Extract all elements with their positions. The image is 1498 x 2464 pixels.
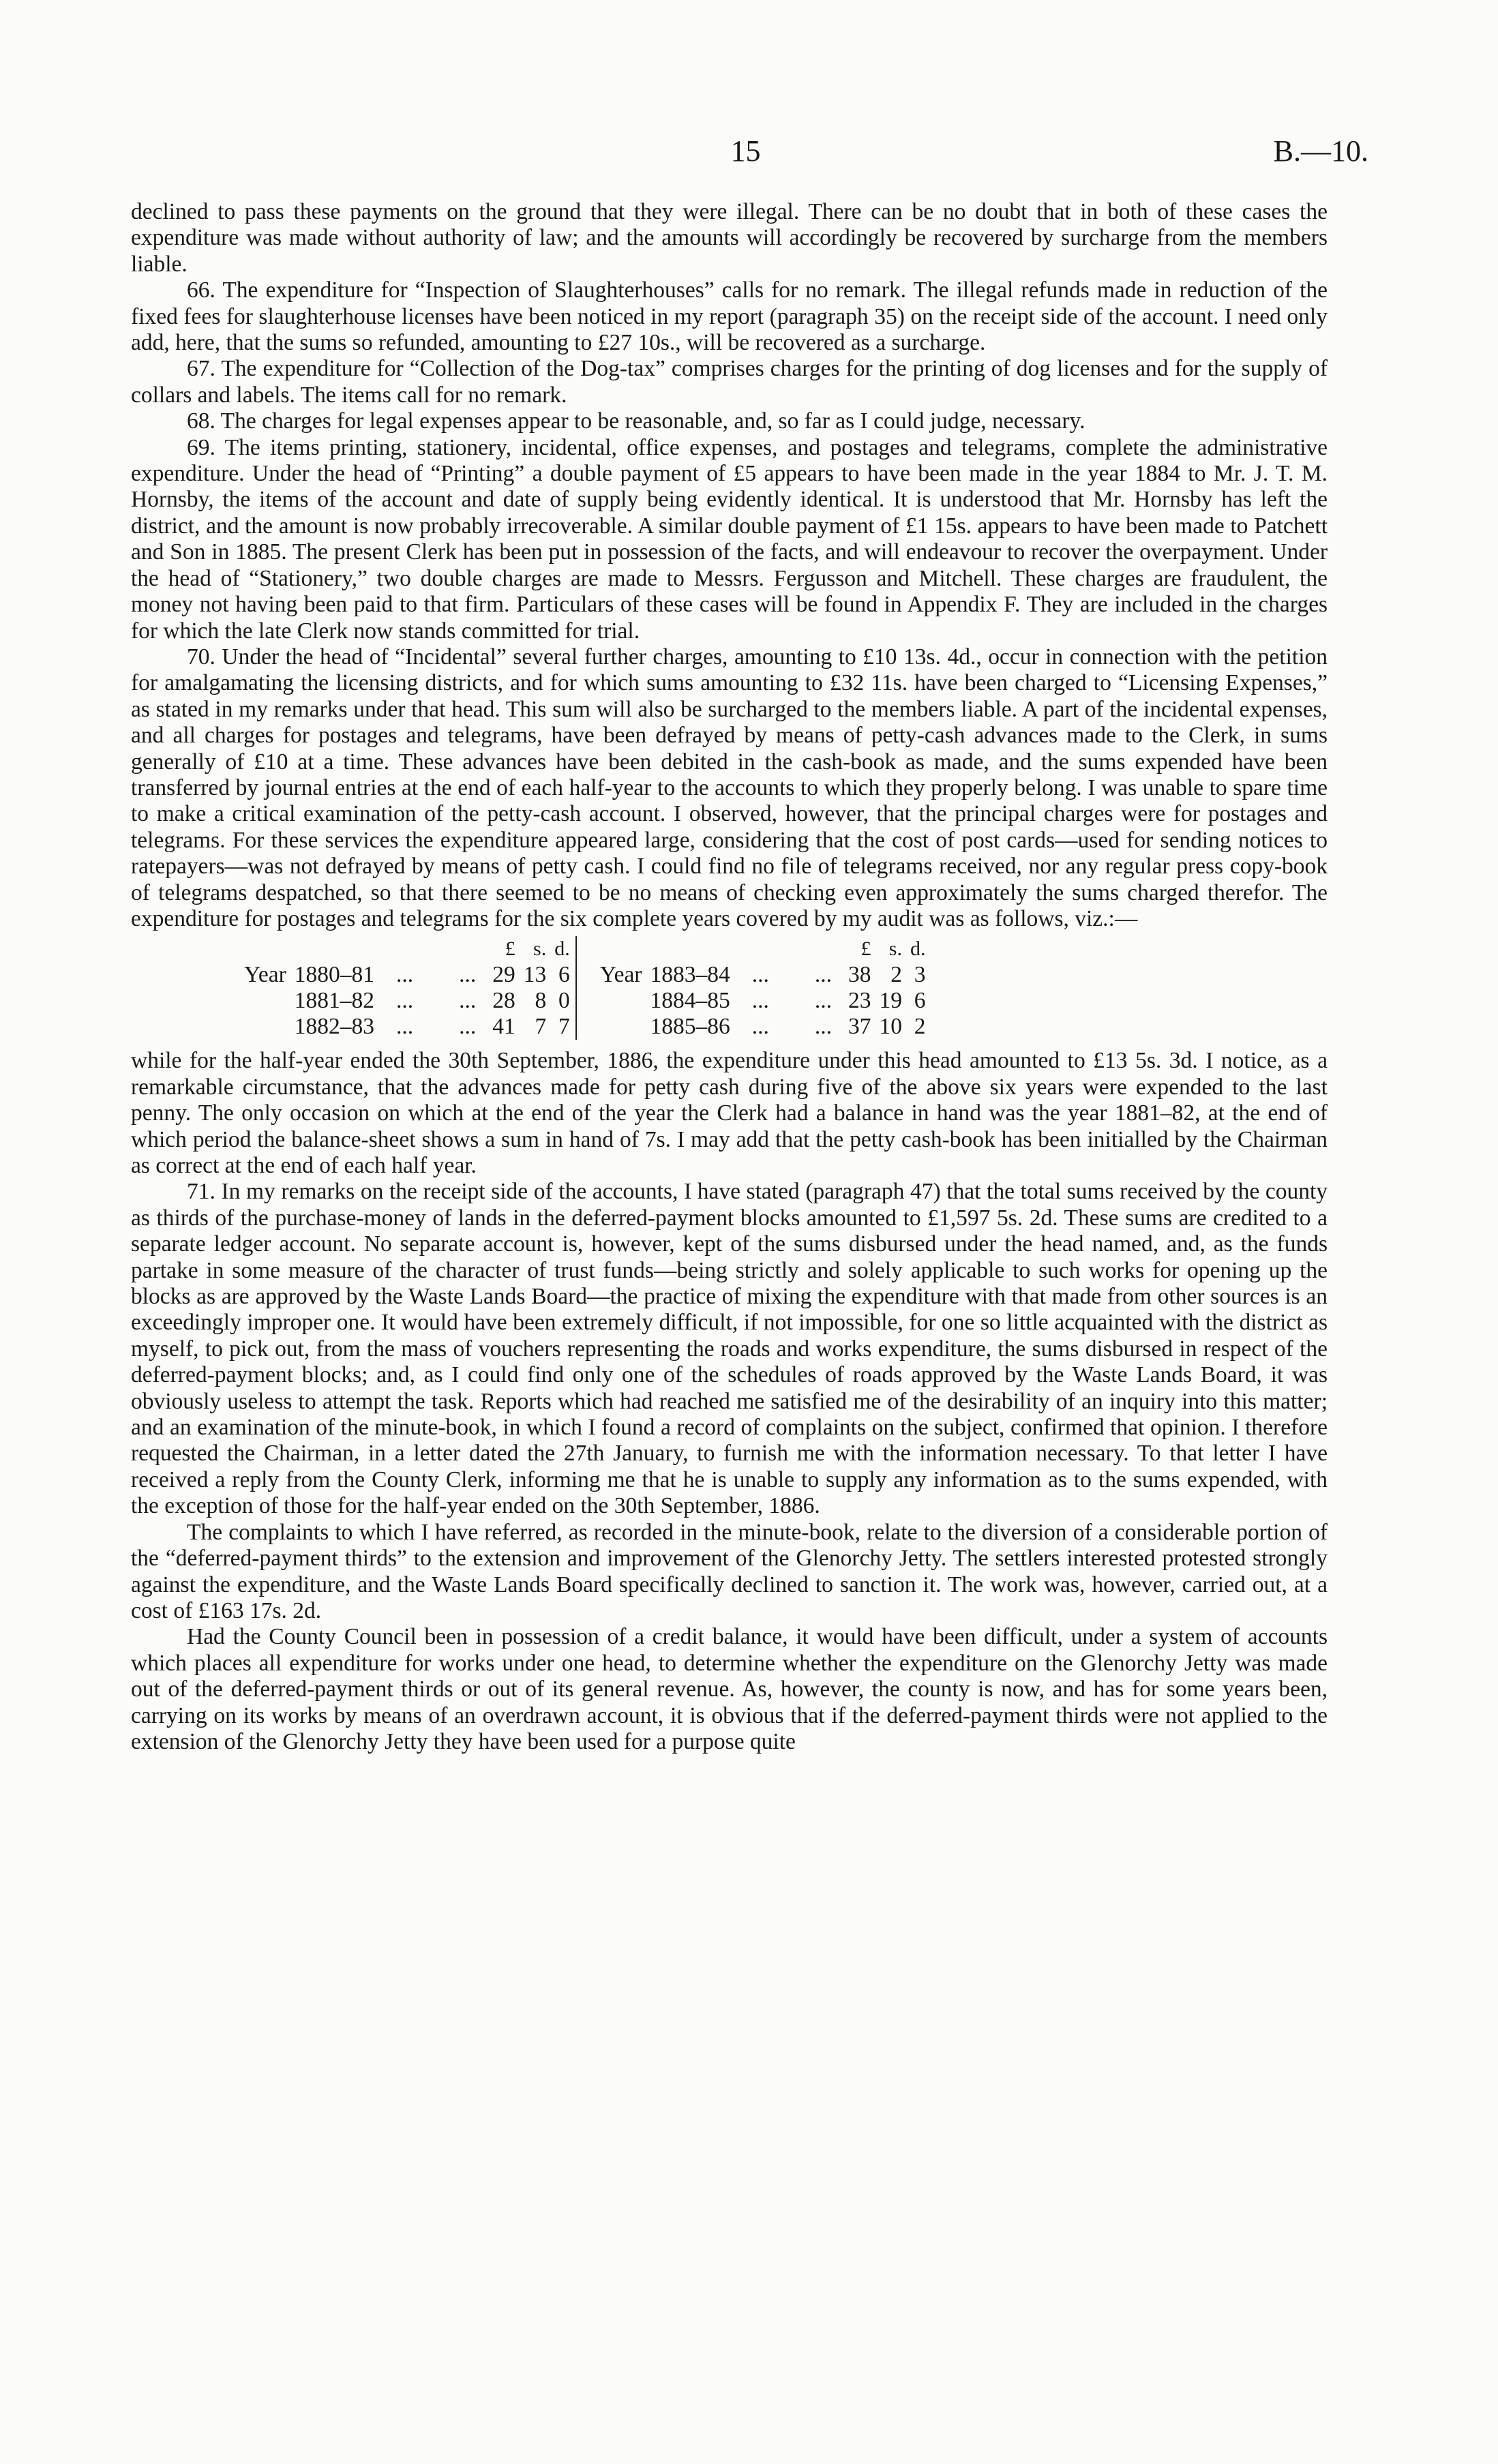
pence-cell: 2 — [914, 1014, 926, 1040]
paragraph-credit-balance: Had the County Council been in possession of a credit balance, it would have been difficult, under a system of accounts which places all expenditure for works under one head, to determine whether the expenditure on the Glenorchy Jetty was made out of the deferred-payment thirds or out of its general revenue. As, however, the county is now, and has for some years been, carrying on its works by means of an overdrawn account, it is obvious that if the deferred-payment thirds were not applied to the extension of the Glenorchy Jetty they have been used for a purpose quite — [131, 1624, 1328, 1754]
page-header — [123, 134, 1368, 175]
pounds-cell: 23 — [848, 988, 871, 1014]
unit-pence: d. — [910, 937, 926, 961]
paragraph-70: 70. Under the head of “Incidental” several further charges, amounting to £10 13s. 4d., occur in connection with the petition for amalgamating the licensing districts, and for which sums amounting to £32 11s. have been charged to “Licensing Expenses,” as stated in my remarks under that head. This sum will also be surcharged to the members liable. A part of the incidental expenses, and all charges for postages and telegrams, have been defrayed by means of petty-cash advances made to the Clerk, in sums generally of £10 at a time. These advances have been debited in the cash-book as made, and the sums expended have been transferred by journal entries at the end of each half-year to the accounts to which they properly belong. I was unable to spare time to make a critical examination of the petty-cash account. I observed, however, that the principal charges were for postages and telegrams. For these services the expenditure appeared large, considering that the cost of post cards—used for sending notices to ratepayers—was not defrayed by means of petty cash. I could find no file of telegrams received, nor any regular press copy-book of telegrams despatched, so that there seemed to be no means of checking even approximately the sums charged therefor. The expenditure for postages and telegrams for the six complete years covered by my audit was as follows, viz.:— — [131, 644, 1328, 931]
pounds-cell: 37 — [848, 1014, 871, 1040]
year-cell: 1883–84 — [650, 962, 730, 988]
unit-shillings: s. — [533, 937, 547, 961]
page-number: 15 — [730, 134, 761, 168]
year-cell: 1884–85 — [650, 988, 730, 1014]
shillings-cell: 19 — [879, 988, 902, 1014]
pounds-cell: 28 — [492, 988, 515, 1014]
document-reference: B.—10. — [1273, 134, 1368, 168]
paragraph-67: 67. The expenditure for “Collection of the Dog-tax” comprises charges for the printing of dog licenses and for the supply of collars and labels. The items call for no remark. — [131, 356, 1328, 408]
paragraph-70-continued: while for the half-year ended the 30th September, 1886, the expenditure under this head amounted to £13 5s. 3d. I notice, as a remarkable circumstance, that the advances made for petty cash during five of the above six years were expended to the last penny. The only occasion on which at the end of the year the Clerk had a balance in hand was the year 1881–82, at the end of which period the balance-sheet shows a sum in hand of 7s. I may add that the petty cash-book has been initialled by the Chairman as correct at the end of each half year. — [131, 1048, 1328, 1178]
body-text — [131, 199, 1328, 1755]
leader-dots: ... ... — [751, 1014, 832, 1040]
paragraph-71: 71. In my remarks on the receipt side of the accounts, I have stated (paragraph 47) that the total sums received by the county as thirds of the purchase-money of lands in the deferred-payment blocks amounted to £1,597 5s. 2d. These sums are credited to a separate ledger account. No separate account is, however, kept of the sums disbursed under the head named, and, as the funds partake in some measure of the character of trust funds—being strictly and solely applicable to such works for opening up the blocks as are approved by the Waste Lands Board—the practice of mixing the expenditure with that made from other sources is an exceedingly improper one. It would have been extremely difficult, if not impossible, for one so little acquainted with the district as myself, to pick out, from the mass of vouchers representing the roads and works expenditure, the sums disbursed in respect of the deferred-payment blocks; and, as I could find only one of the schedules of roads approved by the Waste Lands Board, it was obviously useless to attempt the task. Reports which had reached me satisfied me of the desirability of an inquiry into this matter; and an examination of the minute-book, in which I found a record of complaints on the subject, confirmed that opinion. I therefore requested the Chairman, in a letter dated the 27th January, to furnish me with the information necessary. To that letter I have received a reply from the County Clerk, informing me that he is unable to supply any information as to the sums expended, with the exception of those for the half-year ended on the 30th September, 1886. — [131, 1179, 1328, 1519]
year-cell: 1885–86 — [650, 1014, 730, 1040]
pence-cell: 7 — [550, 1014, 576, 1040]
table-units-row — [240, 936, 929, 962]
year-cell: 1882–83 — [294, 1014, 374, 1040]
shillings-cell: 2 — [890, 962, 902, 988]
year-cell: 1880–81 — [294, 962, 374, 988]
leader-dots: ... ... — [395, 1014, 477, 1040]
pence-cell: 6 — [550, 962, 576, 988]
leader-dots: ... ... — [395, 988, 477, 1014]
pounds-cell: 38 — [848, 962, 871, 988]
leader-dots: ... ... — [395, 962, 477, 988]
shillings-cell: 13 — [523, 962, 547, 988]
leader-dots: ... ... — [751, 988, 832, 1014]
pence-cell: 3 — [914, 962, 926, 988]
unit-pounds: £ — [505, 937, 515, 961]
leader-dots: ... ... — [751, 962, 832, 988]
pence-cell: 6 — [914, 988, 926, 1014]
unit-shillings: s. — [888, 937, 902, 961]
paragraph-69: 69. The items printing, stationery, incidental, office expenses, and postages and telegrams, complete the administrative expenditure. Under the head of “Printing” a double payment of £5 appears to have been made in the year 1884 to Mr. J. T. M. Hornsby, the items of the account and date of supply being evidently identical. It is understood that Mr. Hornsby has left the district, and the amount is now probably irrecoverable. A similar double payment of £1 15s. appears to have been made to Patchett and Son in 1885. The present Clerk has been put in possession of the facts, and will endeavour to recover the overpayment. Under the head of “Stationery,” two double charges are made to Messrs. Fergusson and Mitchell. These charges are fraudulent, the money not having been paid to that firm. Particulars of these cases will be found in Appendix F. They are included in the charges for which the late Clerk now stands committed for trial. — [131, 434, 1328, 644]
year-cell: 1881–82 — [294, 988, 374, 1014]
year-label: Year — [599, 962, 642, 988]
table-row — [240, 988, 929, 1014]
year-label: Year — [244, 962, 286, 988]
table-row — [240, 1014, 929, 1040]
pounds-cell: 41 — [492, 1014, 515, 1040]
shillings-cell: 8 — [535, 988, 547, 1014]
paragraph-continuation: declined to pass these payments on the ground that they were illegal. There can be no doubt that in both of these cases the expenditure was made without authority of law; and the amounts will accordingly be recovered by surcharge from the members liable. — [131, 199, 1328, 277]
shillings-cell: 10 — [879, 1014, 902, 1040]
paragraph-66: 66. The expenditure for “Inspection of Slaughterhouses” calls for no remark. The illegal refunds made in reduction of the fixed fees for slaughterhouse licenses have been noticed in my report (paragraph 35) on the receipt side of the account. I need only add, here, that the sums so refunded, amounting to £27 10s., will be recovered as a surcharge. — [131, 277, 1328, 356]
unit-pence: d. — [550, 936, 576, 962]
shillings-cell: 7 — [535, 1014, 547, 1040]
paragraph-complaints: The complaints to which I have referred, as recorded in the minute-book, relate to the diversion of a considerable portion of the “deferred-payment thirds” to the extension and improvement of the Glenorchy Jetty. The settlers interested protested strongly against the expenditure, and the Waste Lands Board specifically declined to sanction it. The work was, however, carried out, at a cost of £163 17s. 2d. — [131, 1519, 1328, 1623]
postage-expenditure-table — [240, 936, 930, 1040]
table-row — [240, 962, 929, 988]
unit-pounds: £ — [860, 937, 871, 961]
pence-cell: 0 — [550, 988, 576, 1014]
pounds-cell: 29 — [492, 962, 515, 988]
paragraph-68: 68. The charges for legal expenses appear to be reasonable, and, so far as I could judge, necessary. — [187, 408, 1085, 434]
